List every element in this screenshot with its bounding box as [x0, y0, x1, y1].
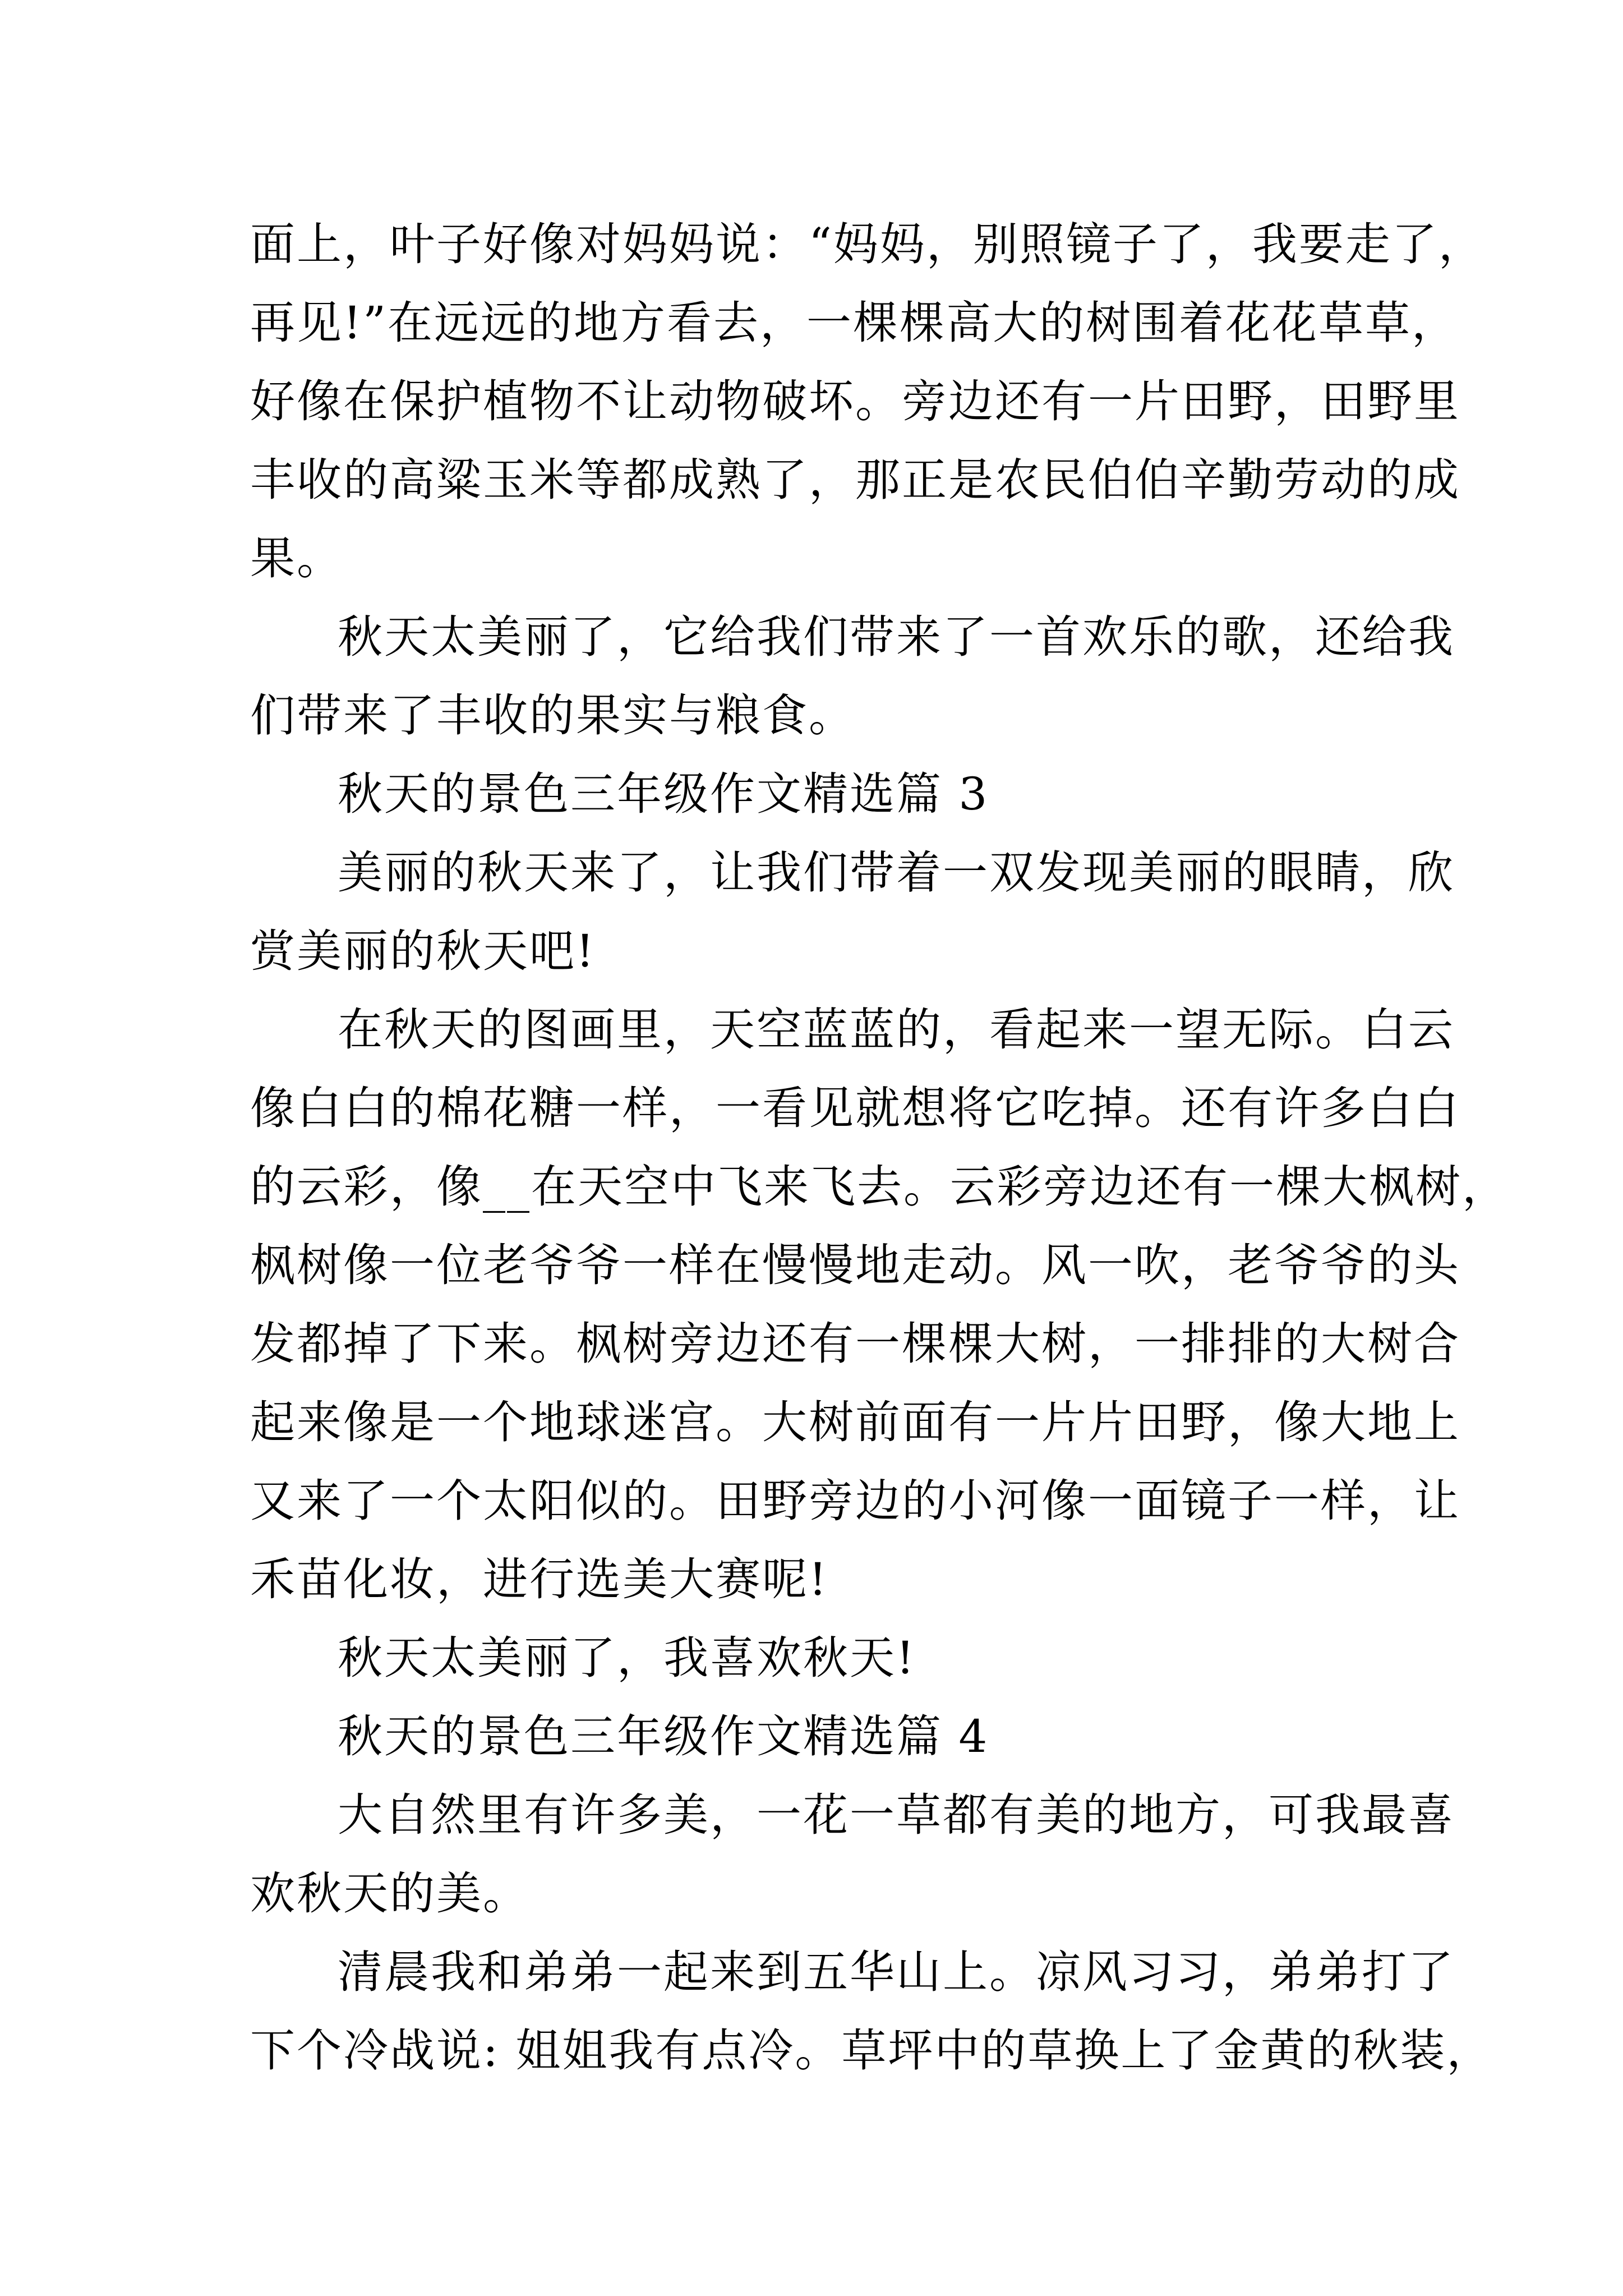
- text-line: 再见!”在远远的地方看去，一棵棵高大的树围着花花草草，: [250, 297, 1459, 349]
- text-line: 果。: [250, 532, 343, 585]
- text-line: 赏美丽的秋天吧!: [250, 925, 596, 977]
- section-heading: 秋天的景色三年级作文精选篇 4: [338, 1710, 989, 1763]
- paragraph-first-line: 秋天太美丽了，它给我们带来了一首欢乐的歌，还给我: [338, 611, 1455, 663]
- text-line: 像白白的棉花糖一样，一看见就想将它吃掉。还有许多白白: [250, 1082, 1460, 1134]
- text-line: 禾苗化妆，进行选美大赛呢!: [250, 1553, 829, 1605]
- text-line: 欢秋天的美。: [250, 1867, 529, 1920]
- section-heading: 秋天的景色三年级作文精选篇 3: [338, 768, 989, 820]
- text-line: 起来像是一个地球迷宫。大树前面有一片片田野，像大地上: [250, 1396, 1460, 1448]
- body-text: [250, 205, 1509, 2090]
- paragraph-first-line: 大自然里有许多美，一花一草都有美的地方，可我最喜: [338, 1789, 1455, 1841]
- text-line: 又来了一个太阳似的。田野旁边的小河像一面镜子一样，让: [250, 1475, 1460, 1527]
- paragraph-first-line: 在秋天的图画里，天空蓝蓝的，看起来一望无际。白云: [338, 1004, 1455, 1056]
- text-line: 面上，叶子好像对妈妈说：“妈妈，别照镜子了，我要走了，: [250, 218, 1485, 270]
- text-line: 们带来了丰收的果实与粮食。: [250, 689, 855, 742]
- paragraph-first-line: 秋天太美丽了，我喜欢秋天!: [338, 1632, 916, 1684]
- paragraph-first-line: 清晨我和弟弟一起来到五华山上。凉风习习，弟弟打了: [338, 1946, 1455, 1998]
- text-line: 好像在保护植物不让动物破坏。旁边还有一片田野，田野里: [250, 375, 1460, 427]
- text-line: 发都掉了下来。枫树旁边还有一棵棵大树，一排排的大树合: [250, 1318, 1460, 1370]
- text-line: 丰收的高粱玉米等都成熟了，那正是农民伯伯辛勤劳动的成: [250, 454, 1460, 506]
- text-line: 下个冷战说: 姐姐我有点冷。草坪中的草换上了金黄的秋装，: [250, 2024, 1493, 2077]
- text-line: 的云彩，像__在天空中飞来飞去。云彩旁边还有一棵大枫树，: [250, 1161, 1509, 1213]
- paragraph-first-line: 美丽的秋天来了，让我们带着一双发现美丽的眼睛，欣: [338, 846, 1455, 899]
- text-line: 枫树像一位老爷爷一样在慢慢地走动。风一吹，老爷爷的头: [250, 1239, 1460, 1291]
